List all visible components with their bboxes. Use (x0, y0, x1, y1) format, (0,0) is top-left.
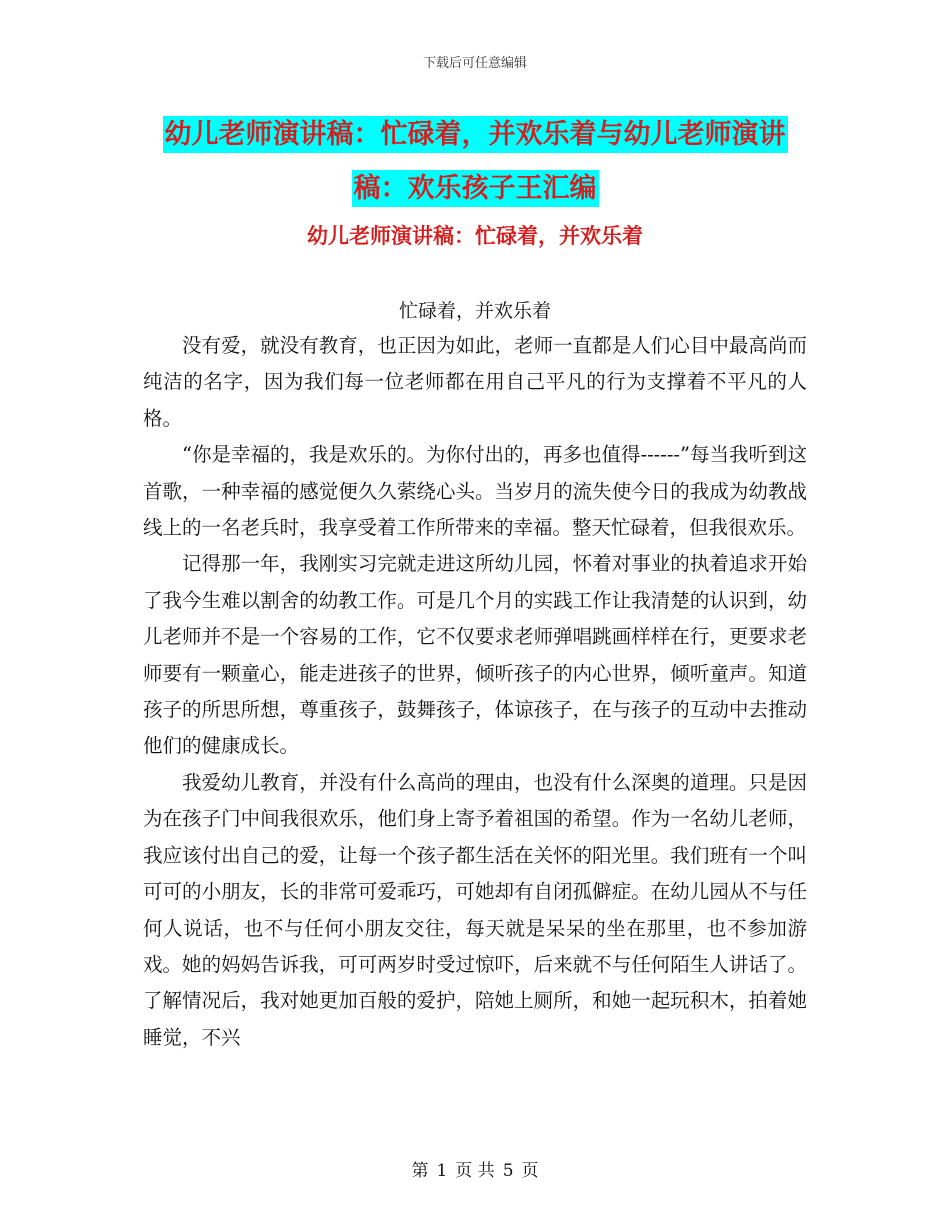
document-title-line-1: 幼儿老师演讲稿：忙碌着，并欢乐着与幼儿老师演讲 (163, 116, 788, 153)
footer-suffix: 页 (521, 1161, 539, 1181)
section-subtitle: 忙碌着，并欢乐着 (398, 300, 551, 322)
paragraph-4: 我爱幼儿教育，并没有什么高尚的理由，也没有什么深奥的道理。只是因为在孩子门中间我很欢乐，他们身上寄予着祖国的希望。作为一名幼儿老师，我应该付出自己的爱，让每一个孩子都生活在关怀的阳光里。我们班有一个叫可可的小朋友，长的非常可爱乖巧，可她却有自闭孤僻症。在幼儿园从不与任何人说话，也不与任何小朋友交往，每天就是呆呆的坐在那里，也不参加游戏。她的妈妈告诉我，可可两岁时受过惊吓，后来就不与任何陌生人讲话了。了解情况后，我对她更加百般的爱护，陪她上厕所，和她一起玩积木，拍着她睡觉，不兴 (143, 770, 807, 1049)
paragraph-3: 记得那一年，我刚实习完就走进这所幼儿园，怀着对事业的执着追求开始了我今生难以割舍的幼教工作。可是几个月的实践工作让我清楚的认识到，幼儿老师并不是一个容易的工作，它不仅要求老师弹唱跳画样样在行，更要求老师要有一颗童心，能走进孩子的世界，倾听孩子的内心世界，倾听童声。知道孩子的所思所想，尊重孩子，鼓舞孩子，体谅孩子，在与孩子的互动中去推动他们的健康成长。 (143, 552, 807, 758)
page-footer (0, 1156, 950, 1181)
document-title-line-2: 稿：欢乐孩子王汇编 (352, 170, 599, 207)
footer-page-number: 1 (436, 1161, 448, 1181)
footer-prefix: 第 (411, 1161, 429, 1181)
document-title (140, 108, 810, 216)
section-title: 幼儿老师演讲稿：忙碌着，并欢乐着 (307, 223, 643, 248)
paragraph-2: “你是幸福的，我是欢乐的。为你付出的，再多也值得------”每当我听到这首歌，一种幸福的感觉便久久萦绕心头。当岁月的流失使今日的我成为幼教战线上的一名老兵时，我享受着工作所带来的幸福。整天忙碌着，但我很欢乐。 (143, 443, 807, 540)
footer-total-pages: 5 (502, 1161, 514, 1181)
page-header-note: 下载后可任意编辑 (422, 56, 527, 71)
body-text (143, 328, 807, 1056)
footer-mid: 页 共 (455, 1161, 495, 1181)
paragraph-1: 没有爱，就没有教育，也正因为如此，老师一直都是人们心目中最高尚而纯洁的名字，因为我们每一位老师都在用自己平凡的行为支撑着不平凡的人格。 (143, 334, 807, 430)
